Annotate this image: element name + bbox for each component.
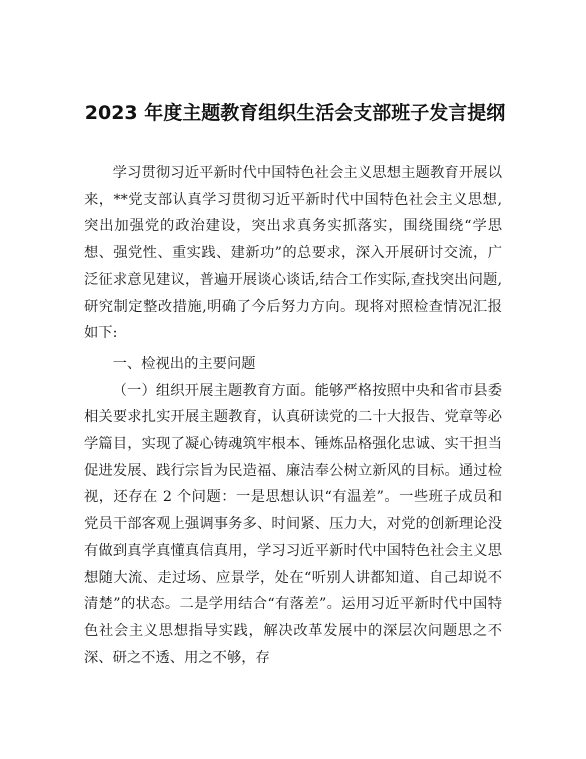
intro-paragraph: 学习贯彻习近平新时代中国特色社会主义思想主题教育开展以来，**党支部认真学习贯彻习近平新时代中国特色社会主义思想,突出加强党的政治建设，突出求真务实抓落实，围绕围绕“学思想、强党性、重实践、建新功”的总要求，深入开展研讨交流，广泛征求意见建议，普遍开展谈心谈话,结合工作实际,查找突出问题,研究制定整改措施,明确了今后努力方向。现将对照检查情况汇报如下: — [84, 165, 502, 342]
document-body — [84, 160, 502, 671]
section-heading: 一、检视出的主要问题 — [112, 355, 256, 372]
document-title: 2023 年度主题教育组织生活会支部班子发言提纲 — [84, 102, 506, 124]
section-paragraph: （一）组织开展主题教育方面。能够严格按照中央和省市县委相关要求扎实开展主题教育，认真研读党的二十大报告、党章等必学篇目，实现了凝心铸魂筑牢根本、锤炼品格强化忠诚、实干担当促进发展、践行宗旨为民造福、廉洁奉公树立新风的目标。通过检视，还存在 2 个问题：一是思想认识“有温差”。一些班子成员和党员干部客观上强调事务多、时间紧、压力大，对党的创新理论没有做到真学真懂真信真用，学习习近平新时代中国特色社会主义思想随大流、走过场、应景学，处在“听别人讲都知道、自己却说不清楚”的状态。二是学用结合“有落差”。运用习近平新时代中国特色社会主义思想指导实践，解决改革发展中的深层次问题思之不深、研之不透、用之不够，存 — [84, 382, 502, 666]
